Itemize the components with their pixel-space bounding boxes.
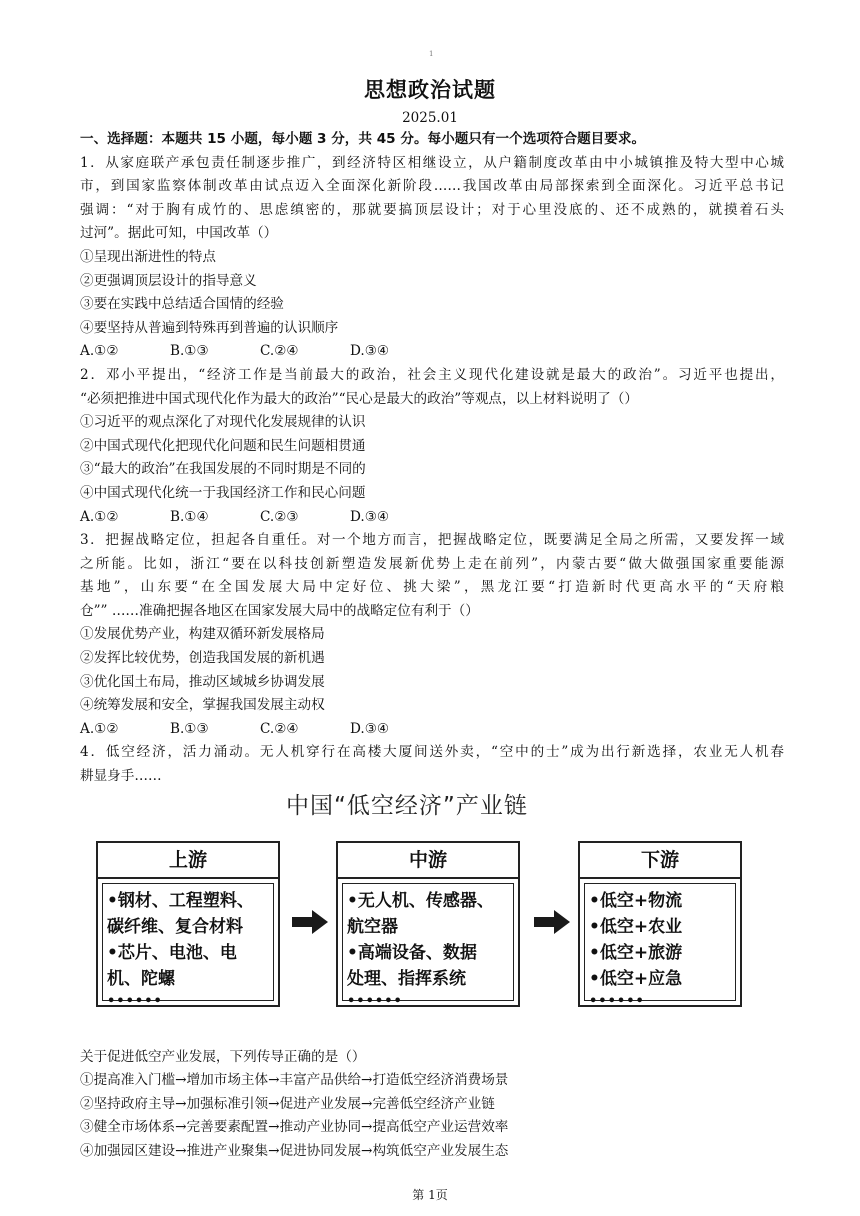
page-number: 第 1页 bbox=[412, 1188, 448, 1202]
option-a: A.①② bbox=[80, 343, 119, 360]
question-stem-line: 市，到国家监察体制改革由试点迈入全面深化新阶段……我国改革由局部探索到全面深化。习近平总书记 bbox=[80, 178, 784, 195]
option-b: B.①③ bbox=[170, 343, 209, 360]
midstream-line: •高端设备、数据 bbox=[347, 942, 477, 963]
option-c: C.②④ bbox=[260, 720, 299, 737]
downstream-line: •低空+应急 bbox=[589, 968, 683, 989]
statement-item: ④要坚持从普遍到特殊再到普遍的认识顺序 bbox=[80, 319, 339, 336]
answer-options bbox=[80, 340, 784, 364]
question-stem-line: 耕显身手…… bbox=[80, 768, 162, 785]
upstream-content bbox=[102, 883, 274, 1009]
upstream-heading: 上游 bbox=[98, 843, 278, 879]
downstream-box bbox=[578, 841, 742, 1007]
statement-item: ③健全市场体系→完善要素配置→推动产业协同→提高低空产业运营效率 bbox=[80, 1119, 509, 1136]
question-2 bbox=[80, 364, 784, 529]
page-title: 思想政治试题 bbox=[364, 78, 496, 102]
question-stem-line: 基地”，山东要“在全国发展大局中定好位、挑大梁”，黑龙江要“打造新时代更高水平的“天府粮 bbox=[80, 579, 784, 596]
exam-content bbox=[80, 128, 784, 1164]
statement-item: ③“最大的政治”在我国发展的不同时期是不同的 bbox=[80, 461, 366, 478]
statement-item: ③要在实践中总结适合国情的经验 bbox=[80, 296, 284, 313]
question-stem-line: 4．低空经济，活力涌动。无人机穿行在高楼大厦间送外卖，“空中的士”成为出行新选择，农业无人机春 bbox=[80, 744, 784, 761]
option-a: A.①② bbox=[80, 720, 119, 737]
upstream-line: 碳纤维、复合材料 bbox=[107, 916, 243, 937]
question-4 bbox=[80, 741, 784, 1163]
option-b: B.①③ bbox=[170, 720, 209, 737]
upstream-line: •芯片、电池、电 bbox=[107, 942, 237, 963]
statement-item: ①习近平的观点深化了对现代化发展规律的认识 bbox=[80, 414, 366, 431]
answer-options bbox=[80, 506, 784, 530]
statement-item: ①呈现出渐进性的特点 bbox=[80, 248, 216, 265]
statement-item: ②更强调顶层设计的指导意义 bbox=[80, 272, 257, 289]
option-b: B.①④ bbox=[170, 508, 209, 525]
statement-item: ①提高准入门槛→增加市场主体→丰富产品供给→打造低空经济消费场景 bbox=[80, 1072, 509, 1089]
question-stem-line: 2．邓小平提出，“经济工作是当前最大的政治，社会主义现代化建设就是最大的政治”。习近平也提出， bbox=[80, 366, 784, 383]
option-a: A.①② bbox=[80, 508, 119, 525]
option-c: C.②③ bbox=[260, 508, 299, 525]
question-stem-line: 仓”” ……准确把握各地区在国家发展大局中的战略定位有利于（） bbox=[80, 602, 479, 619]
ellipsis-dots: •••••• bbox=[107, 993, 163, 1009]
statement-item: ④中国式现代化统一于我国经济工作和民心问题 bbox=[80, 484, 366, 501]
option-d: D.③④ bbox=[350, 720, 390, 737]
question-prompt: 关于促进低空产业发展，下列传导正确的是（） bbox=[80, 1048, 366, 1065]
midstream-line: 航空器 bbox=[347, 916, 398, 937]
section-heading: 一、选择题：本题共 15 小题，每小题 3 分，共 45 分。每小题只有一个选项符合题目要求。 bbox=[80, 131, 646, 147]
diagram-title: 中国“低空经济”产业链 bbox=[286, 792, 528, 819]
page-marker: 1 bbox=[429, 50, 434, 58]
question-stem-line: 之所能。比如，浙江“要在以科技创新塑造发展新优势上走在前列”，内蒙古要“做大做强国家重要能源 bbox=[80, 555, 784, 572]
industry-chain-diagram bbox=[80, 791, 784, 1046]
statement-item: ①发展优势产业，构建双循环新发展格局 bbox=[80, 626, 325, 643]
option-c: C.②④ bbox=[260, 343, 299, 360]
midstream-content bbox=[342, 883, 514, 1009]
question-stem-line: 3．把握战略定位，担起各自重任。对一个地方而言，把握战略定位，既要满足全局之所需，又要发挥一域 bbox=[80, 532, 784, 549]
statement-item: ②坚持政府主导→加强标准引领→促进产业发展→完善低空经济产业链 bbox=[80, 1095, 495, 1112]
question-stem-line: 过河”。据此可知，中国改革（） bbox=[80, 225, 278, 242]
midstream-line: •无人机、传感器、 bbox=[347, 890, 494, 911]
statement-item: ③优化国土布局，推动区域城乡协调发展 bbox=[80, 673, 325, 690]
downstream-line: •低空+旅游 bbox=[589, 942, 683, 963]
upstream-line: •钢材、工程塑料、 bbox=[107, 890, 254, 911]
option-d: D.③④ bbox=[350, 343, 390, 360]
question-3 bbox=[80, 529, 784, 741]
downstream-content bbox=[584, 883, 736, 1009]
ellipsis-dots: •••••• bbox=[347, 993, 403, 1009]
statement-item: ②中国式现代化把现代化问题和民生问题相贯通 bbox=[80, 437, 366, 454]
answer-options bbox=[80, 718, 784, 742]
right-arrow-icon bbox=[292, 910, 328, 934]
question-stem-line: 强调：“对于胸有成竹的、思虑缜密的，那就要搞顶层设计；对于心里没底的、还不成熟的，就摸着石头 bbox=[80, 201, 784, 218]
question-stem-line: 1．从家庭联产承包责任制逐步推广，到经济特区相继设立，从户籍制度改革由中小城镇推及特大型中心城 bbox=[80, 154, 784, 171]
downstream-heading: 下游 bbox=[580, 843, 740, 879]
statement-item: ④加强园区建设→推进产业聚集→促进协同发展→构筑低空产业发展生态 bbox=[80, 1143, 509, 1159]
upstream-box bbox=[96, 841, 280, 1007]
downstream-line: •低空+农业 bbox=[589, 916, 683, 937]
midstream-heading: 中游 bbox=[338, 843, 518, 879]
midstream-line: 处理、指挥系统 bbox=[347, 968, 466, 989]
upstream-line: 机、陀螺 bbox=[107, 968, 175, 989]
downstream-line: •低空+物流 bbox=[589, 890, 683, 911]
statement-item: ④统筹发展和安全，掌握我国发展主动权 bbox=[80, 697, 325, 714]
option-d: D.③④ bbox=[350, 508, 390, 525]
statement-item: ②发挥比较优势，创造我国发展的新机遇 bbox=[80, 650, 325, 667]
question-stem-line: “必须把推进中国式现代化作为最大的政治”“民心是最大的政治”等观点，以上材料说明了（） bbox=[80, 390, 638, 407]
ellipsis-dots: •••••• bbox=[589, 993, 645, 1009]
question-1 bbox=[80, 152, 784, 364]
exam-date: 2025.01 bbox=[402, 110, 458, 126]
midstream-box bbox=[336, 841, 520, 1007]
right-arrow-icon bbox=[534, 910, 570, 934]
